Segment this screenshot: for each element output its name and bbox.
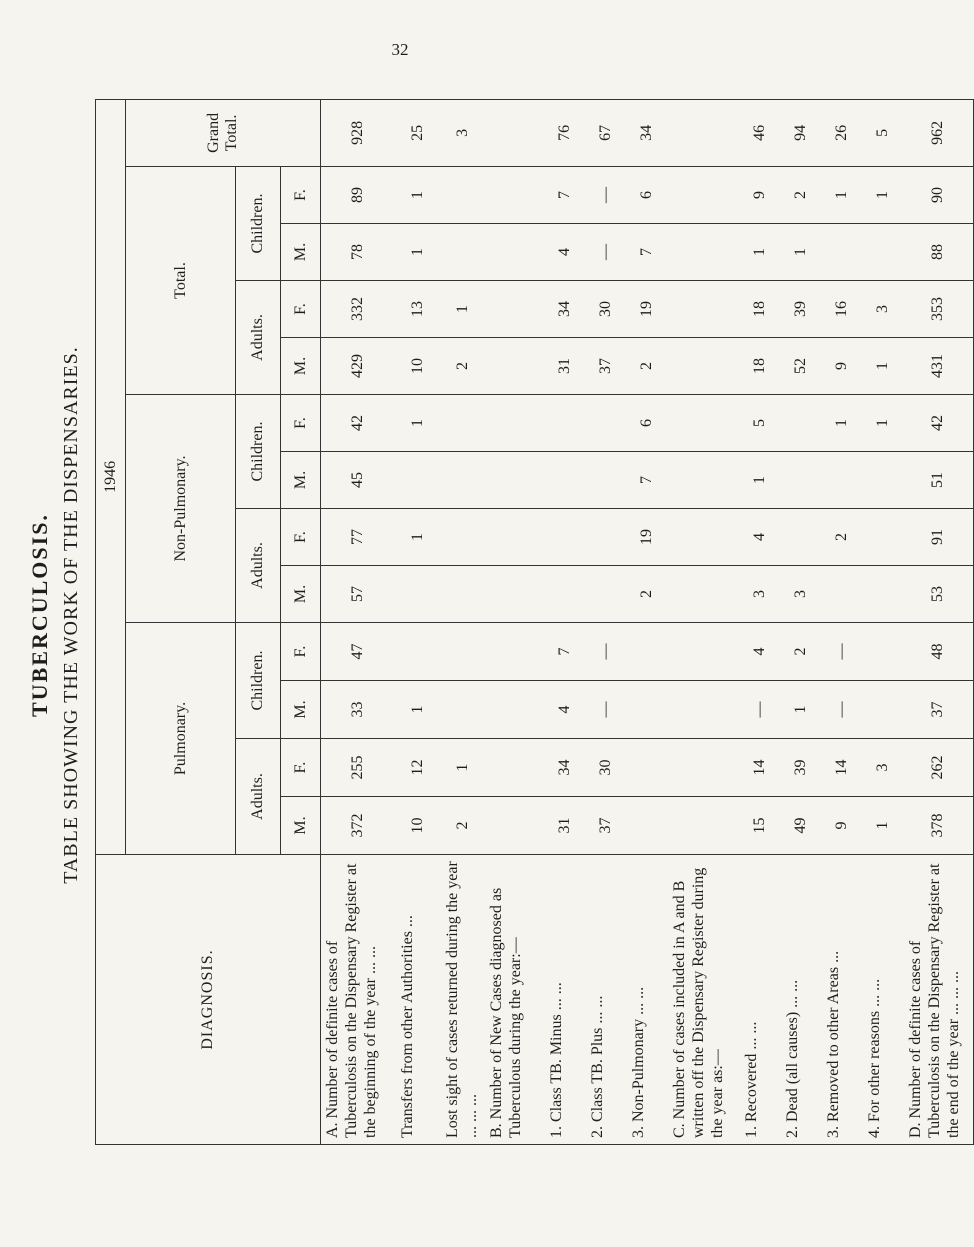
row-label: A. Number of definite cases of Tuberculosis on the Dispensary Register at the beginning of the year ... ... (321, 855, 396, 1145)
table-cell (822, 224, 863, 281)
table-cell: 2 (441, 797, 485, 855)
table-cell: 1 (863, 797, 904, 855)
table-cell: 1 (396, 395, 441, 452)
dispensary-table-container (95, 100, 962, 1145)
table-cell (668, 281, 740, 338)
table-cell: 9 (822, 338, 863, 395)
sex-female-header: F. (281, 281, 321, 338)
table-cell (586, 566, 627, 623)
table-cell: 91 (904, 509, 974, 566)
table-cell: 6 (627, 395, 668, 452)
table-cell (668, 509, 740, 566)
subgroup-children: Children. (236, 623, 281, 739)
table-cell: 39 (781, 281, 822, 338)
row-label: Transfers from other Authorities ... (396, 855, 441, 1145)
table-cell: 7 (545, 623, 586, 681)
table-cell: 42 (904, 395, 974, 452)
table-cell: 18 (740, 338, 781, 395)
table-row (586, 99, 627, 1144)
table-cell (441, 566, 485, 623)
table-cell (586, 509, 627, 566)
table-cell: 37 (586, 338, 627, 395)
table-cell: 33 (321, 681, 396, 739)
table-cell: — (586, 224, 627, 281)
table-cell (781, 395, 822, 452)
subgroup-adults: Adults. (236, 281, 281, 395)
table-cell: 10 (396, 338, 441, 395)
group-header-total: Total. (126, 167, 236, 395)
table-cell: 14 (740, 739, 781, 797)
table-cell: 429 (321, 338, 396, 395)
subgroup-children: Children. (236, 395, 281, 509)
table-cell (441, 623, 485, 681)
table-cell: — (586, 623, 627, 681)
table-cell (627, 797, 668, 855)
table-cell: — (586, 167, 627, 224)
table-cell (586, 395, 627, 452)
table-cell: 1 (781, 224, 822, 281)
table-cell: 378 (904, 797, 974, 855)
table-row (485, 99, 545, 1144)
table-cell: 962 (904, 99, 974, 166)
table-cell: 49 (781, 797, 822, 855)
table-cell (485, 623, 545, 681)
table-cell: 2 (822, 509, 863, 566)
table-cell (863, 566, 904, 623)
table-cell: 52 (781, 338, 822, 395)
page-title: TUBERCULOSIS. (27, 513, 52, 717)
dispensary-table (95, 99, 974, 1145)
table-cell: 77 (321, 509, 396, 566)
table-cell: 46 (740, 99, 781, 166)
sex-female-header: F. (281, 395, 321, 452)
table-cell: 34 (545, 281, 586, 338)
table-cell (485, 99, 545, 166)
table-cell (627, 739, 668, 797)
table-cell: 94 (781, 99, 822, 166)
table-cell: 2 (627, 566, 668, 623)
table-cell: 1 (863, 338, 904, 395)
table-cell (545, 509, 586, 566)
table-cell: 372 (321, 797, 396, 855)
table-cell: 16 (822, 281, 863, 338)
table-cell: 31 (545, 797, 586, 855)
table-cell (485, 281, 545, 338)
table-cell: 5 (740, 395, 781, 452)
year-header: 1946 (96, 99, 126, 854)
table-cell (863, 623, 904, 681)
table-cell (545, 452, 586, 509)
table-cell: 3 (781, 566, 822, 623)
row-label: 1. Class TB. Minus ... ... (545, 855, 586, 1145)
table-cell (863, 509, 904, 566)
table-cell: 431 (904, 338, 974, 395)
table-cell: 9 (822, 797, 863, 855)
table-cell: — (740, 681, 781, 739)
table-cell (396, 566, 441, 623)
sex-male-header: M. (281, 338, 321, 395)
row-label: B. Number of New Cases diagnosed as Tuberculous during the year:— (485, 855, 545, 1145)
table-cell: 3 (441, 99, 485, 166)
table-row (822, 99, 863, 1144)
table-cell: 39 (781, 739, 822, 797)
table-cell: 5 (863, 99, 904, 166)
table-cell: 25 (396, 99, 441, 166)
sex-male-header: M. (281, 566, 321, 623)
table-cell (396, 623, 441, 681)
table-cell: 57 (321, 566, 396, 623)
table-row (627, 99, 668, 1144)
table-cell: 30 (586, 739, 627, 797)
table-cell: 10 (396, 797, 441, 855)
table-heading (20, 95, 90, 1135)
table-cell: — (822, 623, 863, 681)
table-cell: 19 (627, 281, 668, 338)
table-cell (668, 452, 740, 509)
table-row (740, 99, 781, 1144)
table-cell (668, 566, 740, 623)
page-number: 32 (391, 40, 409, 59)
table-cell (668, 338, 740, 395)
table-cell: 7 (627, 224, 668, 281)
table-row (668, 99, 740, 1144)
table-cell: 12 (396, 739, 441, 797)
table-cell: 7 (627, 452, 668, 509)
table-cell (668, 99, 740, 166)
table-cell (441, 681, 485, 739)
row-label: 1. Recovered ... ... (740, 855, 781, 1145)
group-header-non-pulmonary: Non-Pulmonary. (126, 395, 236, 623)
row-label: 3. Removed to other Areas ... (822, 855, 863, 1145)
table-cell: 1 (740, 224, 781, 281)
table-cell (668, 797, 740, 855)
subgroup-children: Children. (236, 167, 281, 281)
row-label: 2. Dead (all causes) ... ... (781, 855, 822, 1145)
row-label: Lost sight of cases returned during the year ... ... ... (441, 855, 485, 1145)
table-cell: 1 (740, 452, 781, 509)
table-cell: 1 (863, 395, 904, 452)
table-cell (668, 224, 740, 281)
table-row (781, 99, 822, 1144)
table-cell (627, 681, 668, 739)
table-cell: — (586, 681, 627, 739)
table-cell: 9 (740, 167, 781, 224)
table-cell (441, 395, 485, 452)
table-cell: 37 (586, 797, 627, 855)
table-cell: 19 (627, 509, 668, 566)
table-cell (485, 681, 545, 739)
table-row (321, 99, 396, 1144)
table-cell: 1 (822, 395, 863, 452)
table-cell: 4 (740, 623, 781, 681)
table-cell: 51 (904, 452, 974, 509)
table-cell: 1 (396, 681, 441, 739)
table-row (396, 99, 441, 1144)
subgroup-adults: Adults. (236, 509, 281, 623)
table-cell: 4 (545, 224, 586, 281)
row-label: 2. Class TB. Plus ... ... (586, 855, 627, 1145)
row-label: D. Number of definite cases of Tuberculosis on the Dispensary Register at the end of the year ... ... ... (904, 855, 974, 1145)
sex-male-header: M. (281, 224, 321, 281)
table-cell (441, 509, 485, 566)
table-cell (781, 509, 822, 566)
table-cell: 13 (396, 281, 441, 338)
group-header-pulmonary: Pulmonary. (126, 623, 236, 855)
table-cell: 255 (321, 739, 396, 797)
sex-female-header: F. (281, 167, 321, 224)
table-cell (668, 623, 740, 681)
table-cell: 30 (586, 281, 627, 338)
table-cell: 78 (321, 224, 396, 281)
table-cell: 14 (822, 739, 863, 797)
table-cell: 45 (321, 452, 396, 509)
table-cell (485, 395, 545, 452)
table-cell (668, 395, 740, 452)
table-cell (441, 167, 485, 224)
table-cell (781, 452, 822, 509)
table-cell: 2 (441, 338, 485, 395)
table-cell: 67 (586, 99, 627, 166)
table-cell: 1 (441, 281, 485, 338)
table-cell: 1 (863, 167, 904, 224)
table-cell: 88 (904, 224, 974, 281)
grand-total-header: Grand Total. (126, 99, 321, 166)
table-cell: 2 (781, 623, 822, 681)
table-cell: 53 (904, 566, 974, 623)
subgroup-adults: Adults. (236, 739, 281, 855)
table-cell: 34 (545, 739, 586, 797)
table-cell: 4 (740, 509, 781, 566)
table-cell (485, 167, 545, 224)
table-cell (441, 224, 485, 281)
sex-male-header: M. (281, 452, 321, 509)
table-row (545, 99, 586, 1144)
table-cell (863, 681, 904, 739)
table-cell: 4 (545, 681, 586, 739)
table-cell: 15 (740, 797, 781, 855)
table-cell: 2 (781, 167, 822, 224)
table-cell (545, 395, 586, 452)
table-cell: 1 (781, 681, 822, 739)
row-label: 4. For other reasons ... ... (863, 855, 904, 1145)
table-cell: 90 (904, 167, 974, 224)
table-cell (863, 452, 904, 509)
table-cell: 6 (627, 167, 668, 224)
table-cell: 37 (904, 681, 974, 739)
table-cell: 89 (321, 167, 396, 224)
table-row (904, 99, 974, 1144)
table-cell: 31 (545, 338, 586, 395)
table-row (441, 99, 485, 1144)
table-cell: 2 (627, 338, 668, 395)
table-cell: 26 (822, 99, 863, 166)
table-cell: 928 (321, 99, 396, 166)
table-cell: 3 (740, 566, 781, 623)
table-cell: 7 (545, 167, 586, 224)
table-cell: 1 (396, 224, 441, 281)
table-cell (627, 623, 668, 681)
table-subtitle: TABLE SHOWING THE WORK OF THE DISPENSARIES. (60, 346, 82, 884)
table-cell (863, 224, 904, 281)
table-cell (822, 566, 863, 623)
table-cell: 1 (822, 167, 863, 224)
row-label: C. Number of cases included in A and B written off the Dispensary Register during the year as:— (668, 855, 740, 1145)
table-cell: 1 (441, 739, 485, 797)
table-cell: 1 (396, 167, 441, 224)
table-body (321, 99, 974, 1144)
table-cell: 18 (740, 281, 781, 338)
table-cell: 42 (321, 395, 396, 452)
table-cell: — (822, 681, 863, 739)
sex-female-header: F. (281, 739, 321, 797)
sex-male-header: M. (281, 681, 321, 739)
table-cell (485, 509, 545, 566)
table-cell: 1 (396, 509, 441, 566)
diagnosis-header: DIAGNOSIS. (96, 855, 321, 1145)
table-cell (485, 452, 545, 509)
table-cell: 76 (545, 99, 586, 166)
sex-female-header: F. (281, 509, 321, 566)
table-cell: 262 (904, 739, 974, 797)
table-cell (545, 566, 586, 623)
table-cell (485, 566, 545, 623)
table-cell (586, 452, 627, 509)
table-cell: 3 (863, 281, 904, 338)
table-cell (485, 739, 545, 797)
row-label: 3. Non-Pulmonary ... ... (627, 855, 668, 1145)
table-cell: 48 (904, 623, 974, 681)
table-cell (441, 452, 485, 509)
sex-female-header: F. (281, 623, 321, 681)
table-cell: 34 (627, 99, 668, 166)
table-cell (668, 167, 740, 224)
table-cell (822, 452, 863, 509)
table-cell (668, 681, 740, 739)
table-cell: 47 (321, 623, 396, 681)
table-cell (485, 338, 545, 395)
table-row (863, 99, 904, 1144)
table-cell: 3 (863, 739, 904, 797)
table-cell (485, 224, 545, 281)
table-cell: 332 (321, 281, 396, 338)
sex-male-header: M. (281, 797, 321, 855)
table-cell (396, 452, 441, 509)
table-cell: 353 (904, 281, 974, 338)
table-cell (485, 797, 545, 855)
table-cell (668, 739, 740, 797)
